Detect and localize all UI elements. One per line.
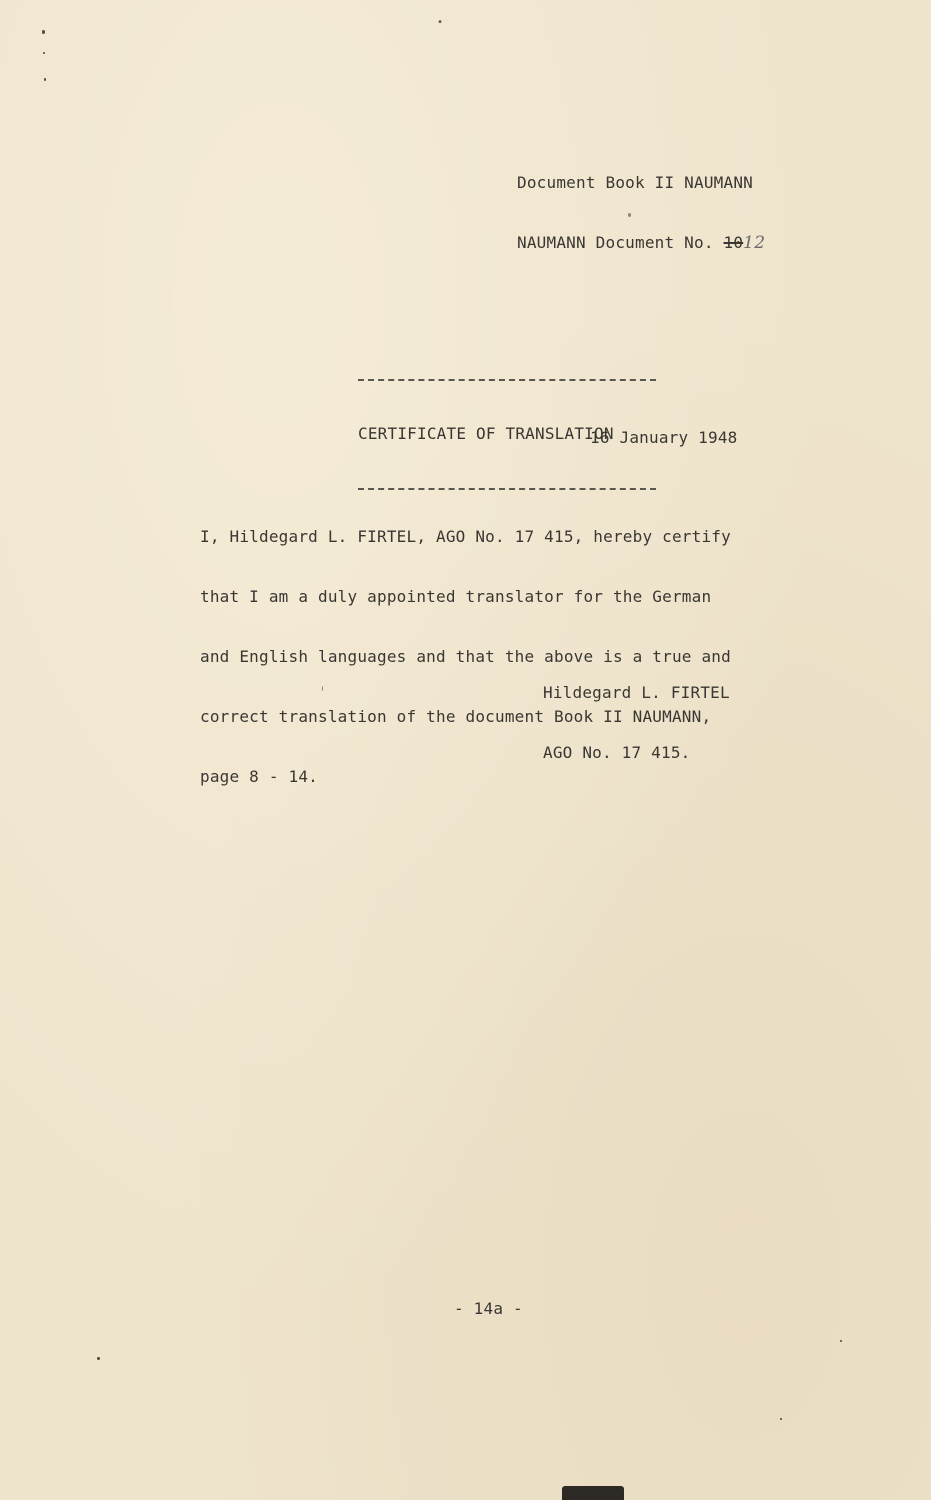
title-top-rule — [358, 379, 656, 381]
body-line: that I am a duly appointed translator for the German — [200, 587, 712, 606]
signature-block — [543, 643, 730, 803]
paper-speck — [322, 686, 323, 691]
page-number: - 14a - — [454, 1299, 523, 1318]
header-book-line: Document Book II NAUMANN — [517, 173, 753, 192]
body-line: and English languages and that the above is a true and — [200, 647, 731, 666]
document-header — [517, 133, 765, 293]
top-tick-mark: • — [437, 17, 444, 28]
struck-document-number: 10 — [723, 233, 744, 252]
signatory-ago-number: AGO No. 17 415. — [543, 743, 691, 762]
body-line: page 8 - 14. — [200, 767, 318, 786]
certificate-date: 16 January 1948 — [590, 428, 738, 447]
paper-speck — [97, 1357, 100, 1360]
paper-speck — [43, 52, 45, 54]
signatory-name: Hildegard L. FIRTEL — [543, 683, 730, 702]
paper-speck — [780, 1418, 782, 1420]
body-line: I, Hildegard L. FIRTEL, AGO No. 17 415, hereby certify — [200, 527, 731, 546]
body-line: correct translation of the document Book II NAUMANN, — [200, 707, 712, 726]
paper-speck — [44, 78, 46, 81]
header-document-number-line — [517, 233, 765, 253]
certificate-title: CERTIFICATE OF TRANSLATION — [358, 424, 614, 443]
header-number-prefix: NAUMANN Document No. — [517, 233, 724, 252]
paper-speck — [628, 213, 631, 217]
paper-speck — [42, 30, 45, 34]
binder-tab — [562, 1486, 624, 1500]
paper-speck — [840, 1340, 842, 1342]
handwritten-document-number: 12 — [743, 233, 766, 253]
